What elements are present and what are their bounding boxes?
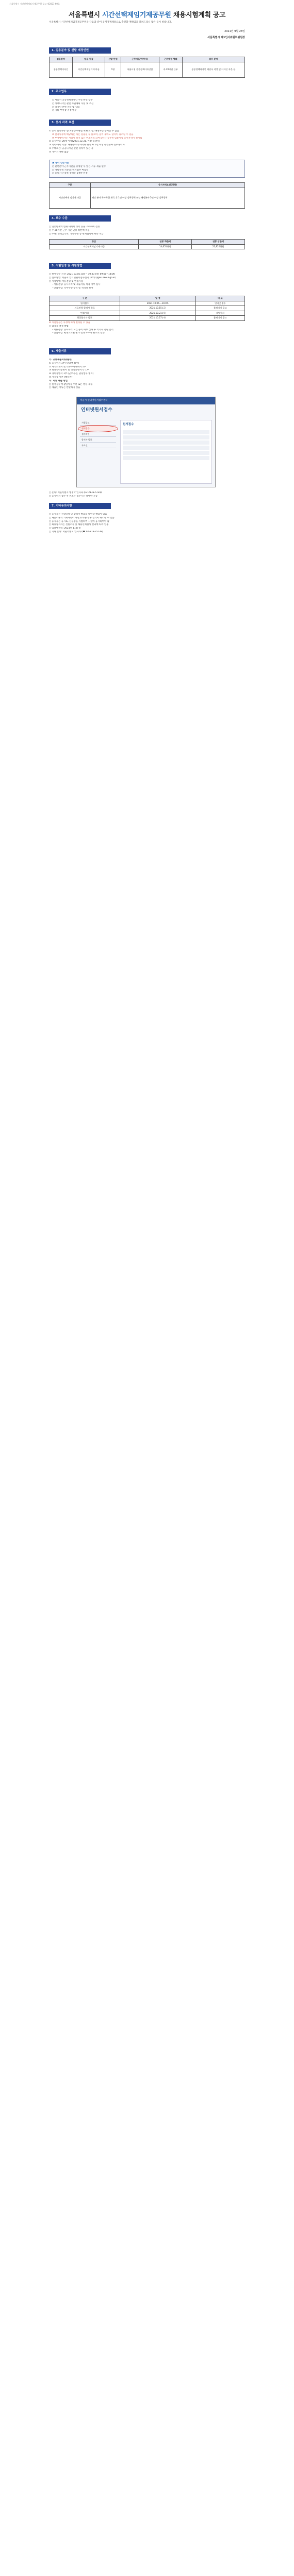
pay-table-header: 등급 bbox=[50, 240, 139, 245]
recruit-header: 임용 등급 bbox=[72, 57, 105, 62]
doc-line: 가. 공통제출서류(필수) bbox=[49, 359, 73, 361]
schedule-cell: 원서접수 bbox=[50, 301, 120, 306]
duty-line: ○ 정책디자인 관련 사업계획 수립 및 추진 bbox=[52, 102, 94, 105]
site-screenshot bbox=[76, 397, 216, 487]
qual-table-cell: 해당 분야 학사학위 취득 후 1년 이상 실무경력 또는 해당분야 5년 이상 실무경력 bbox=[91, 188, 245, 208]
pay-table-cell: 시간선택제임기제 마급 bbox=[50, 244, 139, 249]
section-1-heading: 1. 임용분야 및 선발 예정인원 bbox=[49, 47, 111, 54]
header-note: 서울특별시 시간선택제임기제공무원 공고 제2021-60호 bbox=[9, 3, 60, 5]
recruit-cell: 시간선택제임기제 마급 bbox=[72, 62, 105, 77]
duty-line: ○ 디자인 관련 자문 및 심의 bbox=[52, 106, 80, 109]
section-5-heading: 5. 시험일정 및 시험방법 bbox=[49, 263, 111, 269]
screenshot-menu-item: 접수확인 bbox=[80, 431, 116, 437]
recruit-table bbox=[49, 57, 245, 78]
intro-text: 서울특별시 시간선택제임기제공무원을 다음과 같이 공개경쟁채용으로 충원할 계획임을 알려드리니 많은 응시 바랍니다. bbox=[49, 21, 172, 24]
doc-line: ① 응시원서 1부 (인터넷 접수) bbox=[49, 362, 79, 365]
schedule-cell: 2021.10.05.~10.07. bbox=[120, 301, 196, 306]
recruit-header: 근무예정 형태 bbox=[159, 57, 182, 62]
duty-line: ○ 기타 부서장 지정 업무 bbox=[52, 109, 77, 112]
career-box-line: ○ 관련분야 근무기간을 증명할 수 있는 서류 제출 필수 bbox=[52, 165, 106, 168]
qual-table-cell: 시간선택제 임기제 마급 bbox=[50, 188, 91, 208]
career-criteria-box bbox=[49, 160, 245, 178]
screenshot-row bbox=[123, 446, 209, 450]
recruit-header: 업무 분야 bbox=[182, 57, 244, 62]
doc-line: ○ 제출된 서류는 반환하지 않음 bbox=[49, 386, 80, 389]
career-box-line: ○ 경력산정 기준일: 원서접수 마감일 bbox=[52, 168, 89, 172]
recruit-header: 임용분야 bbox=[50, 57, 73, 62]
section-7-body bbox=[49, 513, 245, 534]
schedule-header: 일 정 bbox=[120, 296, 196, 301]
screenshot-menu-item: 합격자 발표 bbox=[80, 437, 116, 443]
qual-line: ※ 부정행위자는 시험이 정지 또는 무효처리 되며 5년간 공무원 임용시험 응시자격이 정지됨 bbox=[52, 137, 142, 140]
schedule-cell: 서류전형 합격자 발표 bbox=[50, 306, 120, 311]
screenshot-bar: 서울시 인터넷원서접수센터 bbox=[77, 397, 215, 404]
section-4-heading: 4. 보수 수준 bbox=[49, 215, 111, 222]
career-box-line: ○ 동일기간 중복 경력은 1개만 인정 bbox=[52, 172, 88, 175]
duty-line: ○ 서울시 공공정책디자인 추진 관련 업무 bbox=[52, 99, 93, 101]
schedule-cell: 최종합격자 발표 bbox=[50, 316, 120, 321]
exam-note: ※ 시험일정은 사정에 따라 변경될 수 있음 bbox=[49, 321, 90, 324]
misc-line: ○ 기타 문의: 서울특별시 인사과 (☎ 02-2133-5739) bbox=[49, 530, 103, 533]
screenshot-menu-item: 자료실 bbox=[80, 443, 116, 448]
section-2-heading: 2. 주요업무 bbox=[49, 89, 111, 95]
recruit-header: 근무지(근무부서) bbox=[121, 57, 159, 62]
schedule-header: 구 분 bbox=[50, 296, 120, 301]
doc-line: ② 자기소개서 및 직무수행계획서 1부 bbox=[49, 365, 86, 368]
recruit-header: 선발 인원 bbox=[105, 57, 121, 62]
schedule-table bbox=[49, 296, 245, 321]
doc-line: ③ 최종학력증명서 및 성적증명서 각 1부 bbox=[49, 369, 89, 372]
doc-line: ⑤ 자격증 사본 (해당자) bbox=[49, 376, 73, 379]
schedule-header: 비 고 bbox=[195, 296, 244, 301]
qual-table-header: 구분 bbox=[50, 183, 91, 188]
pay-table-header: 연봉 상한액 bbox=[192, 240, 245, 245]
recruit-cell: 공공정책디자인 bbox=[50, 62, 73, 77]
recruit-cell: 공공정책디자인 제안서 작성 및 디자인 자문 등 bbox=[182, 62, 244, 77]
schedule-cell: 2021.10.27.(수) bbox=[120, 316, 196, 321]
schedule-cell: 인터넷 접수 bbox=[195, 301, 244, 306]
doc-line: ○ 원서접수 마감일까지 우편 또는 방문 제출 bbox=[49, 383, 93, 386]
screenshot-content bbox=[120, 420, 212, 484]
screenshot-content-title: 원서접수 bbox=[123, 423, 134, 426]
pay-line: ○ 수당: 정액급식비, 가족수당 등 관계법령에 따라 지급 bbox=[49, 232, 104, 235]
section-3-body bbox=[49, 130, 245, 155]
qual-line: ① 응시 결격사유 등(지방공무원법 제31조 등) 해당자는 응시할 수 없음 bbox=[49, 130, 119, 132]
qual-line: ④ 우대요건: 공공디자인 관련 경력이 있는 자 bbox=[49, 147, 93, 150]
career-box-line: ▣ 경력 인정기준 bbox=[52, 162, 69, 164]
pay-table bbox=[49, 239, 245, 249]
screenshot-menu-item: 시험공고 bbox=[80, 420, 116, 426]
after-line: ○ 응시원서 접수 후 취소는 접수기간 내에만 가능 bbox=[49, 495, 98, 498]
pay-line: ○ 연봉한계액 범위 내에서 경력 등을 고려하여 결정 bbox=[49, 226, 100, 228]
qual-line: ※ 결격사유에 해당하는 자는 임용될 수 없으며, 합격 후에도 합격이 취소될 수 있음 bbox=[52, 133, 134, 136]
misc-line: ○ 응시자는 응시표, 신분증을 지참하여 시험에 응시하여야 함 bbox=[49, 520, 109, 523]
qualification-table bbox=[49, 182, 245, 209]
exam-note: - 서류전형: 응시자격 요건 충족 여부 심사 후 적격자 전원 합격 bbox=[52, 328, 113, 331]
pay-table-cell: 21,920천원 bbox=[192, 244, 245, 249]
section-4-body bbox=[49, 226, 245, 236]
schedule-cell: 홈페이지 공고 bbox=[195, 316, 244, 321]
exam-line: - 서류전형: 응시자격 및 제출서류 적격 여부 심사 bbox=[52, 283, 101, 286]
schedule-cell: 개별통지 bbox=[195, 311, 244, 316]
exam-line: ○ 시험방법: 서류전형 및 면접시험 bbox=[49, 280, 84, 283]
exam-line: - 면접시험: 직무수행 능력 및 적격성 평가 bbox=[52, 287, 93, 290]
title-prefix: 서울특별시 bbox=[68, 11, 102, 19]
screenshot-row bbox=[123, 430, 209, 434]
qual-line: ⑤ 거주지 제한 없음 bbox=[49, 150, 69, 154]
title-highlight: 시간선택제임기제공무원 bbox=[102, 11, 171, 19]
schedule-cell: 홈페이지 공고 bbox=[195, 306, 244, 311]
screenshot-row bbox=[123, 440, 209, 445]
screenshot-row bbox=[123, 451, 209, 455]
section-3-heading: 3. 응시 자격 요건 bbox=[49, 120, 111, 126]
section-5-body bbox=[49, 273, 245, 291]
section-6-heading: 6. 제출서류 bbox=[49, 348, 111, 354]
pay-line: ○ 주 20시간 근무 기준 연봉 하한액 적용 bbox=[49, 229, 90, 232]
screenshot-row bbox=[123, 456, 209, 460]
qual-line: ③ 학력·경력 기준: 해당분야 학사학위 취득 후 1년 이상 관련분야 실무경력자 bbox=[49, 144, 125, 147]
exam-line: ○ 원서접수 기간: 2021.10.05.(화) ~ 10.07.(목) 09:00~18:00 bbox=[49, 273, 115, 276]
exam-line: ○ 접수방법: 서울시 인터넷원서접수센터 (http://gosi.seoul.go.kr) bbox=[49, 276, 117, 279]
recruit-cell: 1명 bbox=[105, 62, 121, 77]
section-6-after bbox=[49, 492, 245, 499]
misc-line: ○ 응시자는 시험일정 및 합격자 발표를 확인할 책임이 있음 bbox=[49, 513, 107, 516]
section-5-notes bbox=[49, 321, 245, 335]
pay-table-cell: 14,651천원 bbox=[139, 244, 192, 249]
exam-note: - 면접시험: 평정요소별 평가 결과 우수자 순으로 결정 bbox=[52, 332, 105, 335]
page-title bbox=[49, 10, 245, 21]
doc-line: ④ 경력증명서 1부 (근무기간, 담당업무 명시) bbox=[49, 372, 94, 376]
schedule-cell: 면접시험 bbox=[50, 311, 120, 316]
schedule-cell: 2021.10.21.(목) bbox=[120, 311, 196, 316]
schedule-cell: 2021.10.15.(금) bbox=[120, 306, 196, 311]
section-7-heading: 7. 기타유의사항 bbox=[49, 503, 111, 509]
screenshot-menu-item: 원서접수 bbox=[80, 426, 116, 431]
exam-note: ○ 합격자 결정 방법 bbox=[49, 325, 69, 328]
highlight-circle bbox=[78, 425, 118, 432]
misc-line: ○ 임용예정일: 2021년 11월 중 bbox=[49, 527, 81, 530]
recruit-cell: 서울시청 공공정책디자인팀 bbox=[121, 62, 159, 77]
misc-line: ○ 제출서류의 기재사항이 사실과 다른 경우 합격이 취소될 수 있음 bbox=[49, 516, 115, 519]
title-suffix: 채용시험계획 공고 bbox=[171, 11, 226, 19]
announcement-org: 서울특별시 제1인사위원회위원장 bbox=[207, 36, 245, 39]
announcement-date: 2021년 9월 28일 bbox=[224, 30, 245, 33]
qual-line: ② 응시연령: 20세 이상(2001.12.31. 이전 출생자) bbox=[49, 140, 100, 143]
section-6-body bbox=[49, 359, 245, 390]
screenshot-logo: 인터넷원서접수 bbox=[81, 408, 112, 413]
screenshot-menu bbox=[80, 420, 116, 448]
qual-table-header: 응시자격요건(경력) bbox=[91, 183, 245, 188]
screenshot-row bbox=[123, 435, 209, 439]
section-2-body bbox=[49, 99, 245, 113]
recruit-cell: 주 20시간 근무 bbox=[159, 62, 182, 77]
misc-line: ○ 최종합격자는 신원조사 및 채용신체검사 결과에 따라 임용 bbox=[49, 523, 109, 527]
after-line: ○ 문의: 서울특별시 행정국 인사과 (02-2133-5739) bbox=[49, 492, 102, 494]
doc-line: 나. 서류 제출 방법 bbox=[49, 379, 68, 382]
pay-table-header: 연봉 하한액 bbox=[139, 240, 192, 245]
